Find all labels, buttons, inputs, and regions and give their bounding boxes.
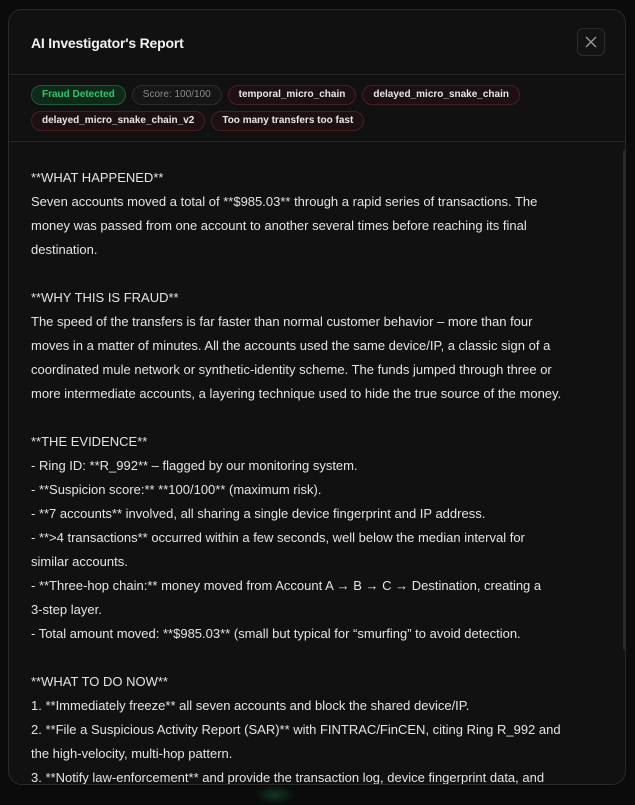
tag-bar bbox=[9, 75, 625, 142]
modal-title: AI Investigator's Report bbox=[31, 35, 184, 51]
report-line: - **>4 transactions** occurred within a few seconds, well below the median interval for bbox=[31, 530, 525, 545]
report-line: similar accounts. bbox=[31, 554, 128, 569]
close-icon bbox=[585, 36, 597, 48]
section-heading: **THE EVIDENCE** bbox=[31, 434, 148, 449]
report-line: money was passed from one account to another several times before reaching its final bbox=[31, 218, 527, 233]
tag-row bbox=[31, 85, 603, 105]
report-modal bbox=[8, 9, 626, 785]
report-line: 1. **Immediately freeze** all seven accounts and block the shared device/IP. bbox=[31, 698, 470, 713]
report-line: - **Three-hop chain:** money moved from Account A → B → C → Destination, creating a bbox=[31, 578, 542, 593]
scrollbar[interactable] bbox=[623, 150, 626, 650]
report-line: 3. **Notify law-enforcement** and provide the transaction log, device fingerprint data, and bbox=[31, 770, 545, 785]
pattern-tag: delayed_micro_snake_chain_v2 bbox=[31, 111, 205, 131]
modal-header bbox=[9, 10, 625, 75]
background-glow bbox=[255, 785, 295, 805]
report-line: - **Suspicion score:** **100/100** (maximum risk). bbox=[31, 482, 322, 497]
report-line: destination. bbox=[31, 242, 98, 257]
pattern-tag: delayed_micro_snake_chain bbox=[362, 85, 520, 105]
report-line: coordinated mule network or synthetic-identity scheme. The funds jumped through three or bbox=[31, 362, 552, 377]
report-line: moves in a matter of minutes. All the accounts used the same device/IP, a classic sign of a bbox=[31, 338, 551, 353]
report-line: the high-velocity, multi-hop pattern. bbox=[31, 746, 233, 761]
section-heading: **WHY THIS IS FRAUD** bbox=[31, 290, 179, 305]
section-spacer bbox=[31, 646, 606, 670]
pattern-tag: temporal_micro_chain bbox=[228, 85, 357, 105]
fraud-status-badge: Fraud Detected bbox=[31, 85, 126, 105]
report-line: - **7 accounts** involved, all sharing a single device fingerprint and IP address. bbox=[31, 506, 486, 521]
section-spacer bbox=[31, 406, 606, 430]
report-line: Seven accounts moved a total of **$985.03** through a rapid series of transactions. The bbox=[31, 194, 538, 209]
report-line: 2. **File a Suspicious Activity Report (SAR)** with FINTRAC/FinCEN, citing Ring R_992 and bbox=[31, 722, 561, 737]
section-heading: **WHAT HAPPENED** bbox=[31, 170, 164, 185]
report-content bbox=[31, 166, 606, 785]
tag-row bbox=[31, 111, 603, 131]
section-heading: **WHAT TO DO NOW** bbox=[31, 674, 168, 689]
score-badge: Score: 100/100 bbox=[132, 85, 222, 105]
report-body[interactable] bbox=[9, 142, 625, 785]
report-line: - Ring ID: **R_992** – flagged by our monitoring system. bbox=[31, 458, 358, 473]
report-line: The speed of the transfers is far faster than normal customer behavior – more than four bbox=[31, 314, 533, 329]
section-spacer bbox=[31, 262, 606, 286]
report-line: 3-step layer. bbox=[31, 602, 102, 617]
report-line: - Total amount moved: **$985.03** (small but typical for “smurfing” to avoid detection. bbox=[31, 626, 521, 641]
pattern-tag: Too many transfers too fast bbox=[211, 111, 364, 131]
close-button[interactable] bbox=[577, 28, 605, 56]
report-line: more intermediate accounts, a layering technique used to hide the true source of the money. bbox=[31, 386, 562, 401]
